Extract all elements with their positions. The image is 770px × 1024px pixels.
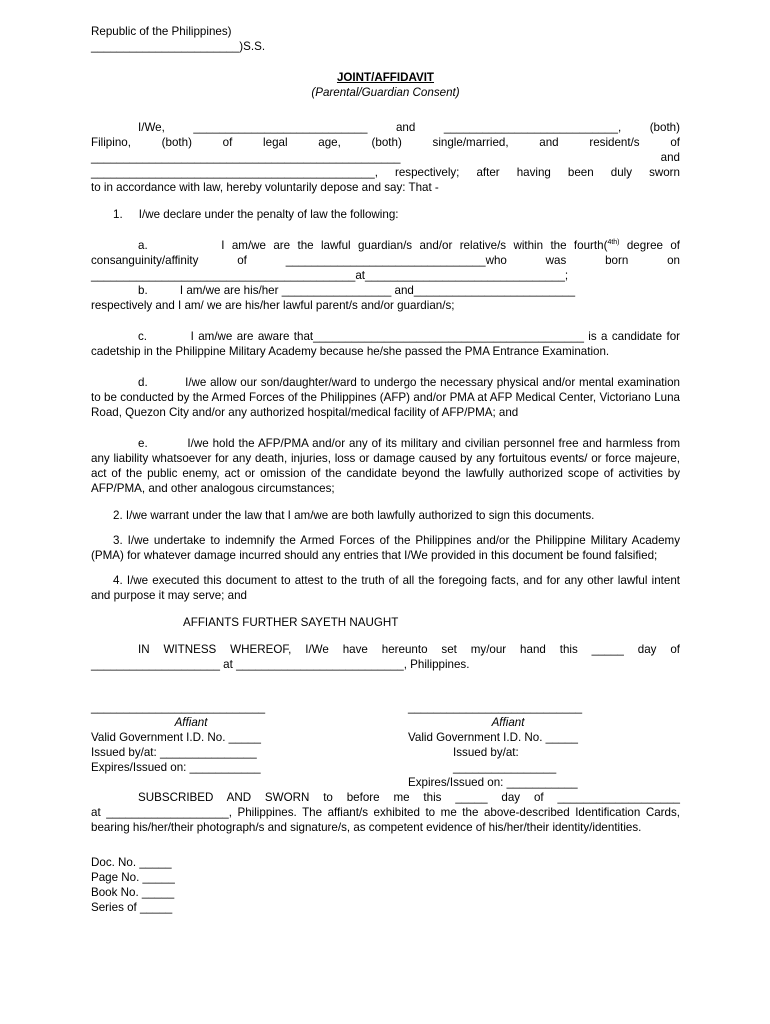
witness-paragraph: [91, 642, 680, 672]
item-c: c. I am/we are aware that__________________________________________ is a candidate for cadetship in the Philippine Military Academy because he/she passed the PMA Entrance Examination.: [91, 330, 680, 358]
item-a-text-end: degree of: [619, 239, 680, 252]
intro-line-4: ____________________________________________, respectively; after having been duly sworn: [91, 166, 680, 179]
series-of: Series of _____: [91, 901, 173, 914]
item-4: 4. I/we executed this document to attest to the truth of all the foregoing facts, and for any other lawful intent and purpose it may serve; and: [91, 574, 680, 602]
item-b-line-2: respectively and I am/ we are his/her lawful parent/s and/or guardian/s;: [91, 299, 455, 312]
intro-line-5: to in accordance with law, hereby voluntarily depose and say: That -: [91, 181, 439, 194]
page-no: Page No. _____: [91, 871, 175, 884]
item-a-line-1: [91, 238, 680, 253]
intro-line-2: Filipino, (both) of legal age, (both) single/married, and resident/s of: [91, 136, 680, 149]
notary-details: [91, 855, 680, 915]
issued-by: Issued by/at: ________________: [453, 746, 557, 774]
witness-line-1: IN WITNESS WHEREOF, I/We have hereunto set my/our hand this _____ day of: [138, 643, 680, 656]
item-a-line-3: _________________________________________at_______________________________;: [91, 269, 569, 282]
item-2: 2. I/we warrant under the law that I am/we are both lawfully authorized to sign this documents.: [113, 509, 595, 522]
intro-paragraph: [91, 120, 680, 195]
intro-line-3: ________________________________________________ and: [91, 151, 680, 164]
expires-issued: Expires/Issued on: ___________: [408, 776, 578, 789]
affidavit-document: [91, 24, 680, 915]
document-title: JOINT/AFFIDAVIT: [336, 71, 435, 84]
intro-line-1: I/We, ___________________________ and ___________________________, (both): [138, 121, 680, 134]
affiant-signature-left: [91, 700, 301, 775]
expires-issued: Expires/Issued on: ___________: [91, 761, 261, 774]
signature-line: ___________________________: [91, 701, 266, 714]
item-a: [91, 238, 680, 283]
item-3: 3. I/we undertake to indemnify the Armed Forces of the Philippines and/or the Philippine Military Academy (PMA) for whatever damage incurred should any entries that I/We provided in this document be found falsified;: [91, 534, 680, 562]
subscribed-line-1: SUBSCRIBED AND SWORN to before me this _____ day of ___________________: [138, 791, 680, 804]
further-sayeth: AFFIANTS FURTHER SAYETH NAUGHT: [183, 616, 399, 629]
item-a-line-2: consanguinity/affinity of _______________________________who was born on: [91, 254, 680, 267]
item-e: e. I/we hold the AFP/PMA and/or any of its military and civilian personnel free and harmless from any liability whatsoever for any death, injuries, loss or damage caused by any fortuitous events/ or force majeure, act of the public enemy, act or omission of the candidate beyond the lawfully authorized scope of activities by AFP/PMA, and other analogous circumstances;: [91, 437, 680, 495]
book-no: Book No. _____: [91, 886, 175, 899]
item-b-line-1: b. I am/we are his/her _________________ and_________________________: [138, 284, 576, 297]
affiant-label: Affiant: [491, 716, 525, 729]
signature-block: [91, 700, 680, 789]
valid-id: Valid Government I.D. No. _____: [91, 731, 261, 744]
signature-line: ___________________________: [408, 701, 583, 714]
affiant-label: Affiant: [174, 716, 208, 729]
subscribed-rest: at ___________________, Philippines. The affiant/s exhibited to me the above-described Identification Cards, bearing his/her/their photograph/s and signature/s, as competent evidence of his/her/their identity/identities.: [91, 806, 680, 834]
item-a-text: a. I am/we are the lawful guardian/s and/or relative/s within the fourth(: [138, 239, 608, 252]
item-d: d. I/we allow our son/daughter/ward to undergo the necessary physical and/or mental examination to be conducted by the Armed Forces of the Philippines (AFP) and/or PMA at AFP Medical Center, Victoriano Luna Road, Quezon City and/or any authorized hospital/medical facility of AFP/PMA; and: [91, 376, 680, 419]
issued-by: Issued by/at: _______________: [91, 746, 257, 759]
header-ss: _______________________)S.S.: [91, 40, 266, 53]
affiant-signature-right: [408, 700, 618, 790]
header-republic: Republic of the Philippines): [91, 25, 232, 38]
valid-id: Valid Government I.D. No. _____: [408, 731, 578, 744]
item-1: 1. I/we declare under the penalty of law the following:: [113, 208, 399, 221]
doc-no: Doc. No. _____: [91, 856, 172, 869]
document-subtitle: (Parental/Guardian Consent): [311, 86, 460, 99]
witness-line-2: ____________________ at __________________________, Philippines.: [91, 658, 470, 671]
subscribed-paragraph: [91, 790, 680, 835]
item-b: [91, 283, 680, 313]
item-a-sup: 4th): [607, 239, 620, 247]
